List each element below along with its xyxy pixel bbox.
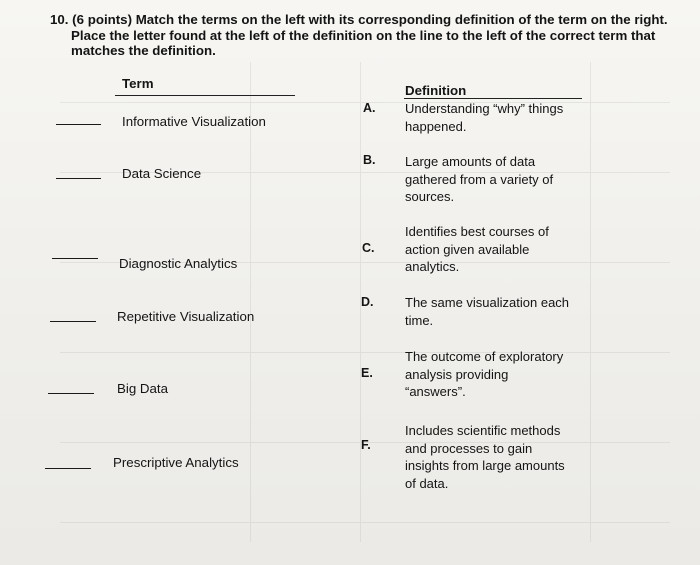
definition-e-line: “answers”. bbox=[405, 384, 466, 399]
definition-b-line: gathered from a variety of bbox=[405, 171, 554, 187]
question-line-2: Place the letter found at the left of the definition on the line to the left of the correct term that bbox=[71, 28, 656, 43]
answer-blank-2[interactable] bbox=[56, 178, 101, 179]
definition-e bbox=[405, 348, 595, 401]
definition-c-line: action given available bbox=[405, 241, 530, 257]
term-header-underline bbox=[115, 95, 295, 96]
term-prescriptive-analytics: Prescriptive Analytics bbox=[113, 455, 239, 470]
definition-letter-b: B. bbox=[363, 153, 376, 167]
answer-blank-4[interactable] bbox=[50, 321, 96, 322]
term-column-header: Term bbox=[122, 76, 154, 91]
definition-f-line: Includes scientific methods bbox=[405, 423, 561, 438]
definition-letter-a: A. bbox=[363, 101, 376, 115]
definition-b bbox=[405, 153, 595, 206]
definition-f-line: of data. bbox=[405, 475, 449, 491]
answer-blank-3[interactable] bbox=[52, 258, 98, 259]
definition-a bbox=[405, 100, 595, 135]
definition-letter-f: F. bbox=[361, 438, 371, 452]
definition-c-line: analytics. bbox=[405, 259, 460, 274]
definition-e-line: analysis providing bbox=[405, 366, 509, 382]
term-diagnostic-analytics: Diagnostic Analytics bbox=[119, 256, 238, 271]
definition-f-line: and processes to gain bbox=[405, 440, 533, 456]
answer-blank-5[interactable] bbox=[48, 393, 94, 394]
term-data-science: Data Science bbox=[122, 166, 202, 181]
term-big-data: Big Data bbox=[117, 381, 168, 396]
definition-a-line: Understanding “why” things bbox=[405, 101, 564, 116]
definition-d-line: time. bbox=[405, 312, 434, 328]
definition-c bbox=[405, 223, 595, 276]
definition-a-line: happened. bbox=[405, 118, 467, 134]
answer-blank-6[interactable] bbox=[45, 468, 91, 469]
definition-letter-e: E. bbox=[361, 366, 373, 380]
definition-letter-c: C. bbox=[362, 241, 375, 255]
definition-f bbox=[405, 422, 595, 492]
definition-d bbox=[405, 294, 595, 329]
definition-f-line: insights from large amounts bbox=[405, 458, 565, 473]
term-informative-visualization: Informative Visualization bbox=[122, 114, 266, 129]
answer-blank-1[interactable] bbox=[56, 124, 101, 125]
question-line-3: matches the definition. bbox=[71, 43, 216, 58]
definition-letter-d: D. bbox=[361, 295, 374, 309]
definition-c-line: Identifies best courses of bbox=[405, 224, 549, 239]
definition-e-line: The outcome of exploratory bbox=[405, 349, 564, 364]
definition-column-header: Definition bbox=[405, 83, 467, 98]
definition-b-line: Large amounts of data bbox=[405, 154, 536, 169]
definition-d-line: The same visualization each bbox=[405, 295, 570, 310]
term-repetitive-visualization: Repetitive Visualization bbox=[117, 309, 255, 324]
definition-b-line: sources. bbox=[405, 189, 455, 204]
question-line-1: 10. (6 points) Match the terms on the left with its corresponding definition of the term on the right. bbox=[50, 12, 668, 27]
